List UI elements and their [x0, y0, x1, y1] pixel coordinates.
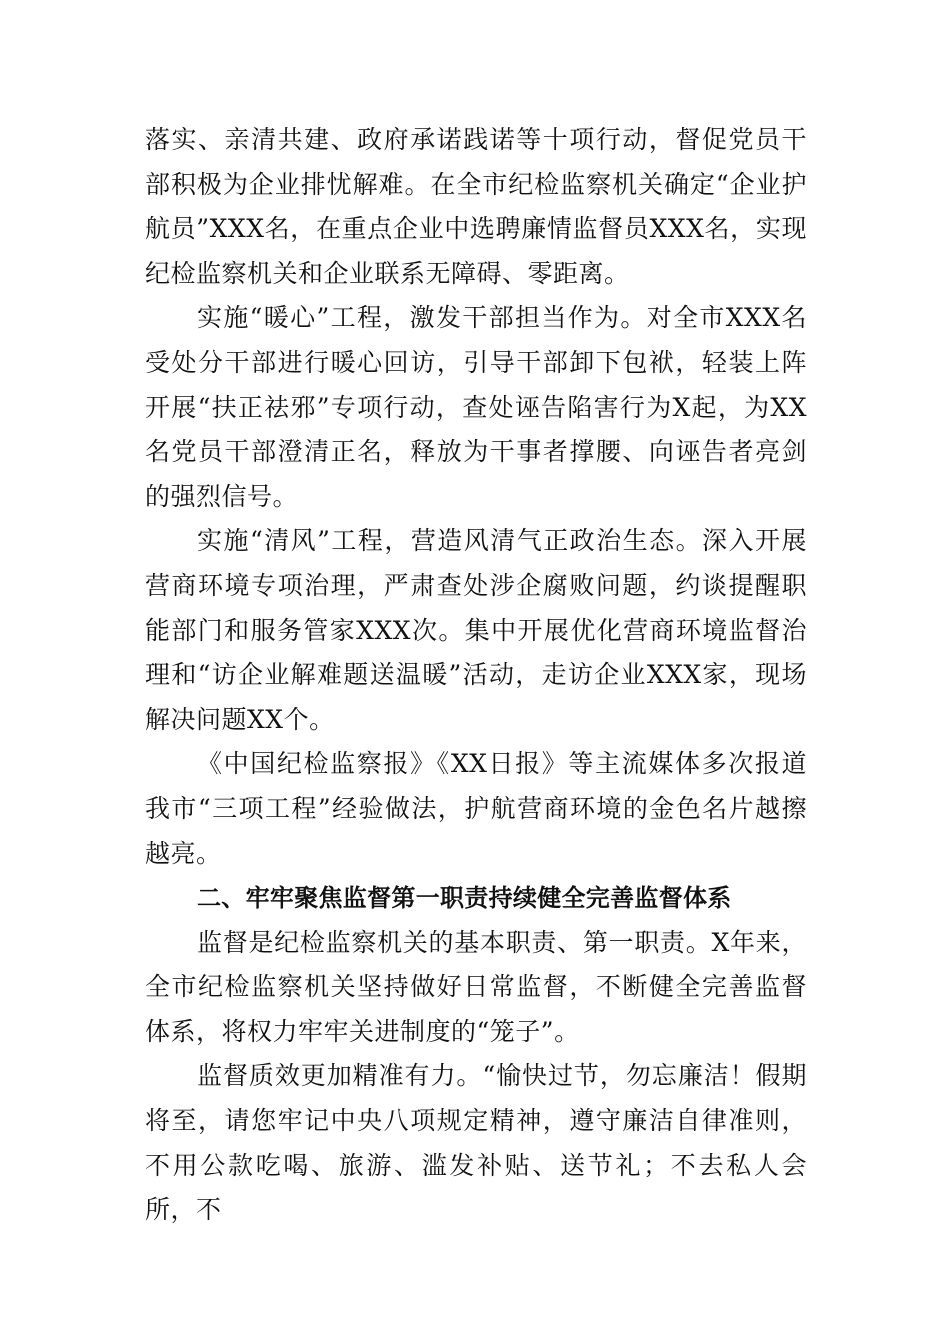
paragraph-4: 《中国纪检监察报》《XX日报》等主流媒体多次报道我市“三项工程”经验做法，护航营商环境的金色名片越擦越亮。 [145, 749, 807, 868]
paragraph-1: 落实、亲清共建、政府承诺践诺等十项行动，督促党员干部积极为企业排忧解难。在全市纪检监察机关确定“企业护航员”XXX名，在重点企业中选聘廉情监督员XXX名，实现纪检监察机关和企业联系无障碍、零距离。 [145, 125, 807, 288]
paragraph-3: 实施“清风”工程，营造风清气正政治生态。深入开展营商环境专项治理，严肃查处涉企腐败问题，约谈提醒职能部门和服务管家XXX次。集中开展优化营商环境监督治理和“访企业解难题送温暖”活动，走访企业XXX家，现场解决问题XX个。 [145, 526, 807, 734]
paragraph-5: 监督是纪检监察机关的基本职责、第一职责。X年来，全市纪检监察机关坚持做好日常监督，不断健全完善监督体系，将权力牢牢关进制度的“笼子”。 [145, 927, 807, 1046]
section-heading: 二、牢牢聚焦监督第一职责持续健全完善监督体系 [197, 884, 732, 913]
paragraph-2: 实施“暖心”工程，激发干部担当作为。对全市XXX名受处分干部进行暖心回访，引导干部卸下包袱，轻装上阵开展“扶正祛邪”专项行动，查处诬告陷害行为X起，为XX名党员干部澄清正名，释放为干事者撑腰、向诬告者亮剑的强烈信号。 [145, 303, 807, 511]
document-body [145, 118, 807, 1233]
paragraph-6: 监督质效更加精准有力。“愉快过节，勿忘廉洁！假期将至，请您牢记中央八项规定精神，遵守廉洁自律准则，不用公款吃喝、旅游、滥发补贴、送节礼；不去私人会所，不 [145, 1061, 807, 1225]
